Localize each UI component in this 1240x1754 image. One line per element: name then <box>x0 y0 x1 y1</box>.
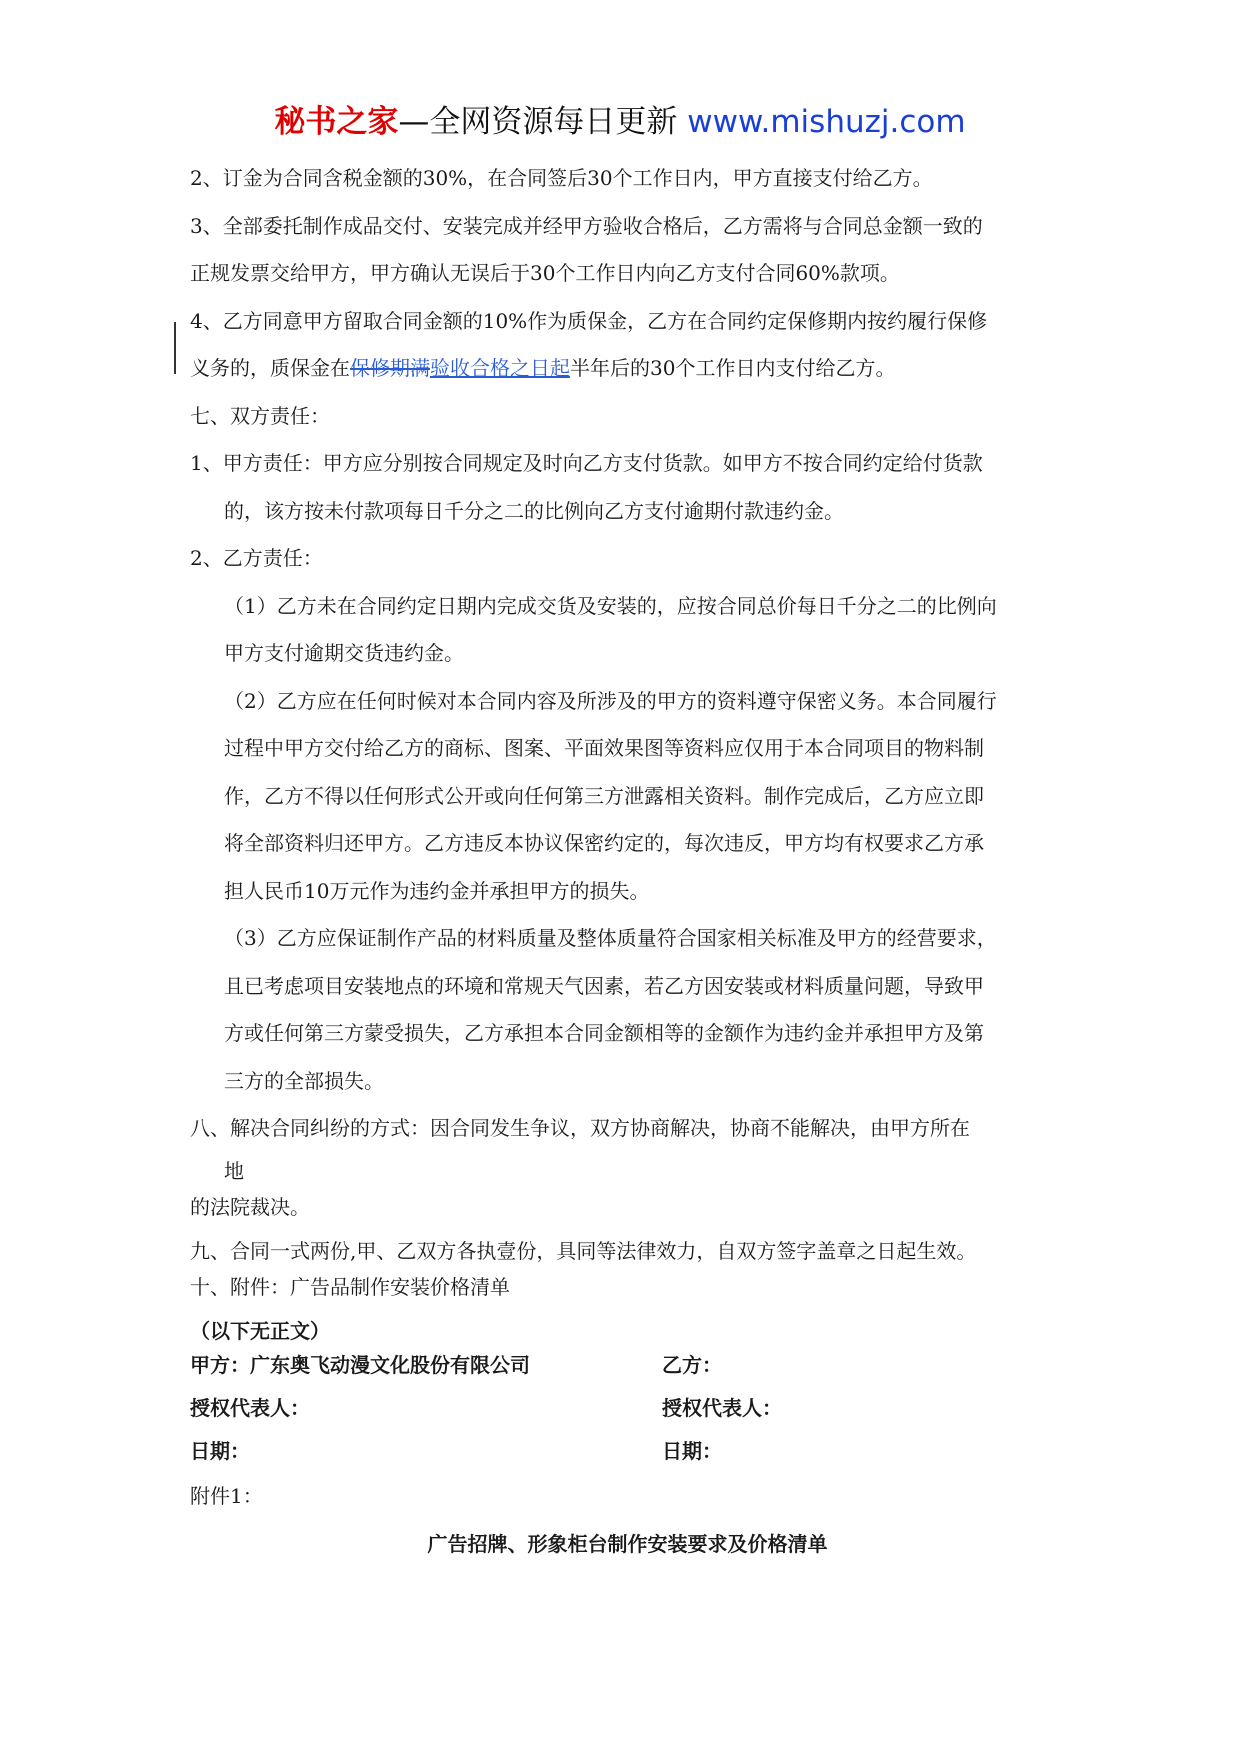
party-b-rep: 授权代表人： <box>662 1395 782 1420</box>
payment-item-3-line2: 正规发票交给甲方，甲方确认无误后于30个工作日内向乙方支付合同60%款项。 <box>190 261 900 285</box>
no-more-text: （以下无正文） <box>190 1318 330 1343</box>
clause-3-line1: （3）乙方应保证制作产品的材料质量及整体质量符合国家相关标准及甲方的经营要求， <box>224 926 997 950</box>
payment-item-4-text-a: 义务的，质保金在 <box>190 356 350 380</box>
clause-2-line4: 将全部资料归还甲方。乙方违反本协议保密约定的，每次违反，甲方均有权要求乙方承 <box>224 831 984 855</box>
signature-row-rep <box>190 1392 1065 1435</box>
appendix-title: 广告招牌、形象柜台制作安装要求及价格清单 <box>427 1531 828 1556</box>
payment-item-2: 2、订金为合同含税金额的30%，在合同签后30个工作日内，甲方直接支付给乙方。 <box>190 166 933 190</box>
contract-body <box>190 155 1065 1577</box>
appendix-label: 附件1： <box>190 1483 263 1508</box>
clause-2-line3: 作，乙方不得以任何形式公开或向任何第三方泄露相关资料。制作完成后，乙方应立即 <box>224 783 984 808</box>
tracked-insertion: 验收合格之日起 <box>430 356 570 380</box>
party-b-date: 日期： <box>662 1438 722 1463</box>
section-9: 九、合同一式两份,甲、乙双方各执壹份，具同等法律效力，自双方签字盖章之日起生效。 <box>190 1238 977 1263</box>
party-a-name: 甲方：广东奥飞动漫文化股份有限公司 <box>190 1352 530 1377</box>
party-a-duty-line1: 1、甲方责任：甲方应分别按合同规定及时向乙方支付货款。如甲方不按合同约定给付货款 <box>190 451 983 475</box>
site-header <box>0 100 1240 144</box>
section-8-line3: 的法院裁决。 <box>190 1194 310 1219</box>
tracked-deletion: 保修期满 <box>350 356 430 380</box>
section-7-title: 七、双方责任： <box>190 403 330 428</box>
section-10: 十、附件：广告品制作安装价格清单 <box>190 1274 510 1299</box>
section-8-line2: 地 <box>224 1158 244 1183</box>
clause-1-line2: 甲方支付逾期交货违约金。 <box>224 641 464 665</box>
clause-3-line2: 且已考虑项目安装地点的环境和常规天气因素，若乙方因安装或材料质量问题，导致甲 <box>224 973 984 998</box>
party-a-duty-line2: 的，该方按未付款项每日千分之二的比例向乙方支付逾期付款违约金。 <box>224 498 844 523</box>
party-a-date: 日期： <box>190 1438 250 1463</box>
clause-3-line3: 方或任何第三方蒙受损失，乙方承担本合同金额相等的金额作为违约金并承担甲方及第 <box>224 1021 984 1045</box>
section-8-line1: 八、解决合同纠纷的方式：因合同发生争议，双方协商解决，协商不能解决，由甲方所在 <box>190 1116 970 1140</box>
payment-item-4-line2 <box>190 345 1065 393</box>
clause-2-line2: 过程中甲方交付给乙方的商标、图案、平面效果图等资料应仅用于本合同项目的物料制 <box>224 736 984 760</box>
signature-row-date <box>190 1435 1065 1478</box>
party-b-duty-title: 2、乙方责任： <box>190 546 323 570</box>
header-tagline: —全网资源每日更新 <box>398 104 688 140</box>
party-b-name: 乙方： <box>662 1352 722 1377</box>
signature-row-party <box>190 1349 1065 1392</box>
payment-item-4-line1: 4、乙方同意甲方留取合同金额的10%作为质保金，乙方在合同约定保修期内按约履行保修 <box>190 308 988 333</box>
header-brand: 秘书之家 <box>274 104 399 140</box>
clause-2-line5: 担人民币10万元作为违约金并承担甲方的损失。 <box>224 878 650 903</box>
clause-3-line4: 三方的全部损失。 <box>224 1068 384 1093</box>
revision-bar <box>174 322 176 374</box>
clause-2-line1: （2）乙方应在任何时候对本合同内容及所涉及的甲方的资料遵守保密义务。本合同履行 <box>224 688 997 713</box>
party-a-rep: 授权代表人： <box>190 1395 310 1420</box>
payment-item-4-text-b: 半年后的30个工作日内支付给乙方。 <box>570 356 896 380</box>
payment-item-3-line1: 3、全部委托制作成品交付、安装完成并经甲方验收合格后，乙方需将与合同总金额一致的 <box>190 213 983 238</box>
header-url[interactable]: www.mishuzj.com <box>687 104 966 140</box>
clause-1-line1: （1）乙方未在合同约定日期内完成交货及安装的，应按合同总价每日千分之二的比例向 <box>224 593 997 618</box>
